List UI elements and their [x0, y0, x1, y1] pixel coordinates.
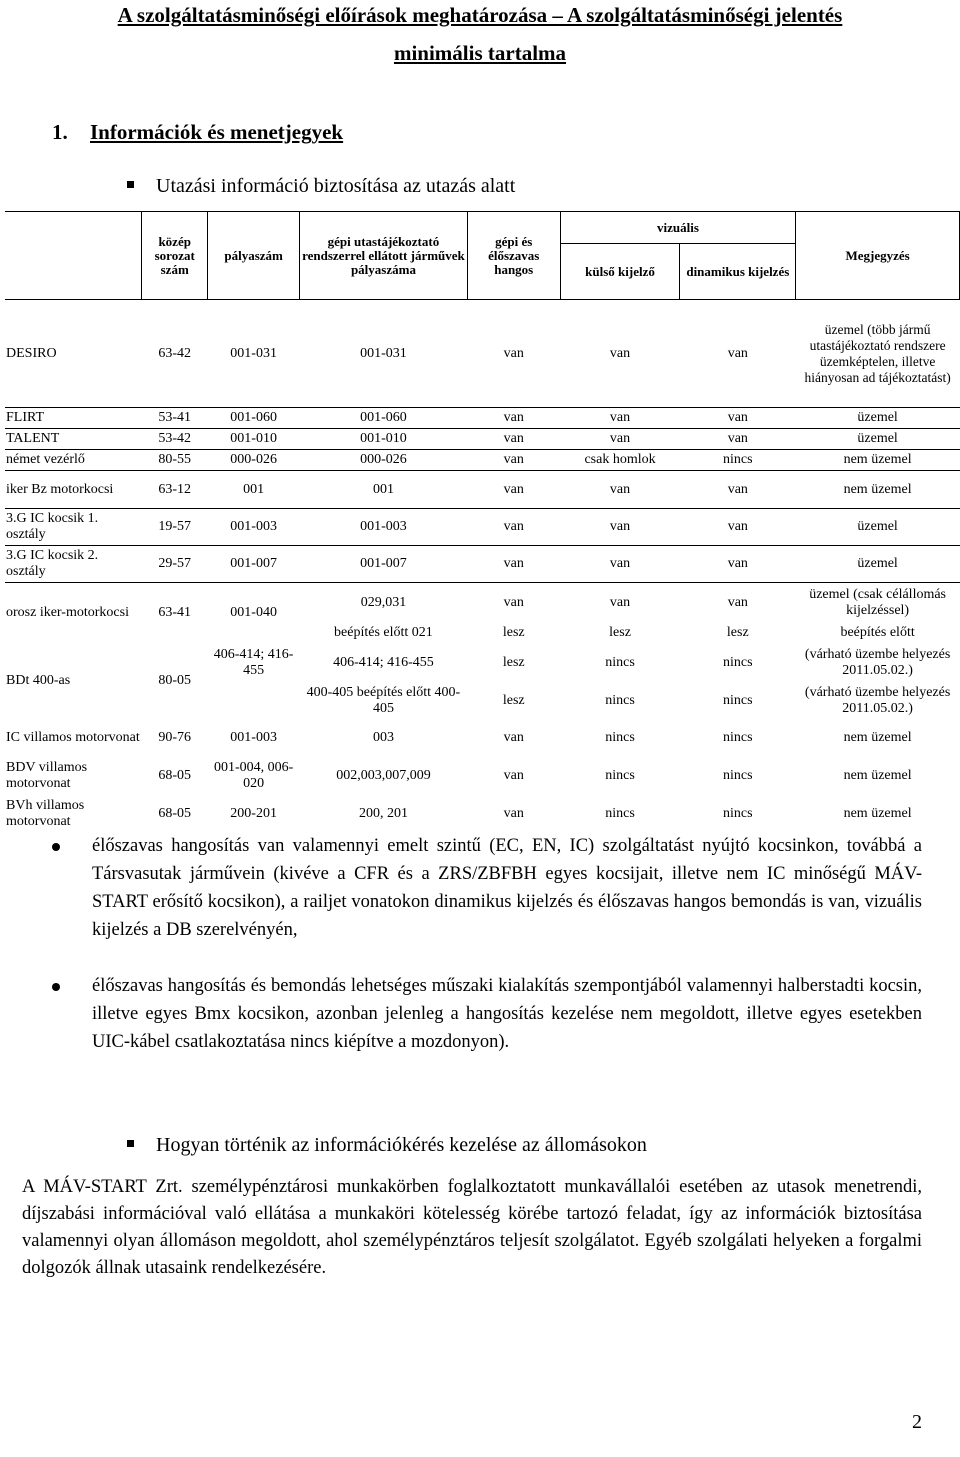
square-bullet-icon [127, 181, 134, 188]
header-megjegyzes: Megjegyzés [796, 212, 960, 300]
table-row-orosz-2: beépítés előtt 021 lesz lesz lesz beépítés előtt [334, 624, 915, 640]
subsection-heading-1 [127, 175, 515, 198]
subsection-heading-2 [127, 1134, 647, 1157]
header-palyaszam: pályaszám [208, 212, 300, 300]
bullet-dot-icon [52, 843, 60, 851]
header-gepi-hangos: gépi és élőszavas hangos [467, 212, 560, 300]
bullet-item-1: élőszavas hangosítás van valamennyi emelt szintű (EC, EN, IC) szolgáltatást nyújtó kocsinkon, továbbá a Társvasutak járművein (kivéve a CFR és a ZRS/ZBFBH egyes kocsijait, illetve nem IC minőségű MÁV-START erősítő kocsikon), a railjet vonatokon dinamikus kijelzés és élőszavas hangos bemondás is van, vizuális kijelzés a DB szerelvényén, [52, 832, 922, 944]
table-row: TALENT 53-42 001-010 001-010 van van van üzemel [5, 429, 960, 450]
body-paragraph: A MÁV-START Zrt. személypénztárosi munkakörben foglalkoztatott munkavállalói esetében az utasok menetrendi, díjszabási információval való ellátása a munkaköri kötelesség körébe tartozó feladat, így az információk biztosítása valamennyi olyan állomáson megoldott, ahol személypénztáros teljesít szolgálatot. Egyéb szolgálati helyeken a forgalmi dolgozók állnak utasaink rendelkezésére. [22, 1177, 922, 1278]
table-row-ic: IC villamos motorvonat 90-76 001-003 003 van nincs nincs nem üzemel [6, 729, 912, 745]
table-row: német vezérlő 80-55 000-026 000-026 van csak homlok nincs nem üzemel [5, 450, 960, 471]
page-number: 2 [912, 1411, 922, 1433]
table-row-orosz-1: orosz iker-motorkocsi 63-41 001-040 029,031 van van van üzemel (csak célállomás kijelzéssel) [6, 586, 947, 620]
header-dinamikus: dinamikus kijelzés [680, 244, 796, 300]
document-title-line2: minimális tartalma [393, 41, 567, 65]
header-gepi-utas: gépi utastájékoztató rendszerrel ellátott járművek pályaszáma [300, 212, 468, 300]
table-row-bvh: BVh villamos motorvonat 68-05 200-201 200, 201 van nincs nincs nem üzemel [6, 797, 912, 829]
table-row-bdv: BDV villamos motorvonat 68-05 001-004, 006-020 002,003,007,009 van nincs nincs nem üzemel [6, 759, 912, 791]
table-row-bdt-1: BDt 400-as 80-05 406-414; 416-455 406-414; 416-455 lesz nincs nincs (várható üzembe helyezés 2011.05.02.) [6, 646, 951, 688]
header-kulso: külső kijelző [560, 244, 680, 300]
section-heading [52, 120, 343, 145]
header-vizualis: vizuális [560, 212, 796, 244]
section-title: Információk és menetjegyek [90, 120, 344, 144]
subsection-1-text: Utazási információ biztosítása az utazás alatt [156, 175, 516, 197]
section-number: 1. [52, 120, 68, 144]
subsection-2-text: Hogyan történik az információkérés kezelése az állomásokon [156, 1134, 647, 1156]
info-table [5, 211, 960, 833]
bullet-item-2: élőszavas hangosítás és bemondás lehetséges műszaki kialakítás szempontjából valamennyi halberstadti kocsin, illetve egyes Bmx kocsikon, azonban jelenleg a hangosítás kezelése nem megoldott, illetve egyes esetekben UIC-kábel csatlakoztatása nincs kiépítve a mozdonyon). [52, 972, 922, 1056]
document-title-line1: A szolgáltatásminőségi előírások meghatározása – A szolgáltatásminőségi jelentés [117, 3, 843, 27]
table-row-bdt-2: 400-405 beépítés előtt 400-405 lesz nincs nincs (várható üzembe helyezés 2011.05.02.) [306, 684, 951, 716]
table-row: DESIRO 63-42 001-031 001-031 van van van üzemel (több jármű utastájékoztató rendszere üzemképtelen, illetve hiányosan ad tájékoztatást) [5, 300, 960, 408]
table-row: 3.G IC kocsik 2. osztály 29-57 001-007 001-007 van van van üzemel [5, 546, 960, 583]
table-row: FLIRT 53-41 001-060 001-060 van van van üzemel [5, 408, 960, 429]
header-empty [5, 212, 142, 300]
header-kozep: közép sorozat szám [142, 212, 208, 300]
table-row: 3.G IC kocsik 1. osztály 19-57 001-003 001-003 van van van üzemel [5, 509, 960, 546]
square-bullet-icon [127, 1140, 134, 1147]
bullet-dot-icon [52, 983, 60, 991]
table-row: iker Bz motorkocsi 63-12 001 001 van van van nem üzemel [5, 471, 960, 509]
